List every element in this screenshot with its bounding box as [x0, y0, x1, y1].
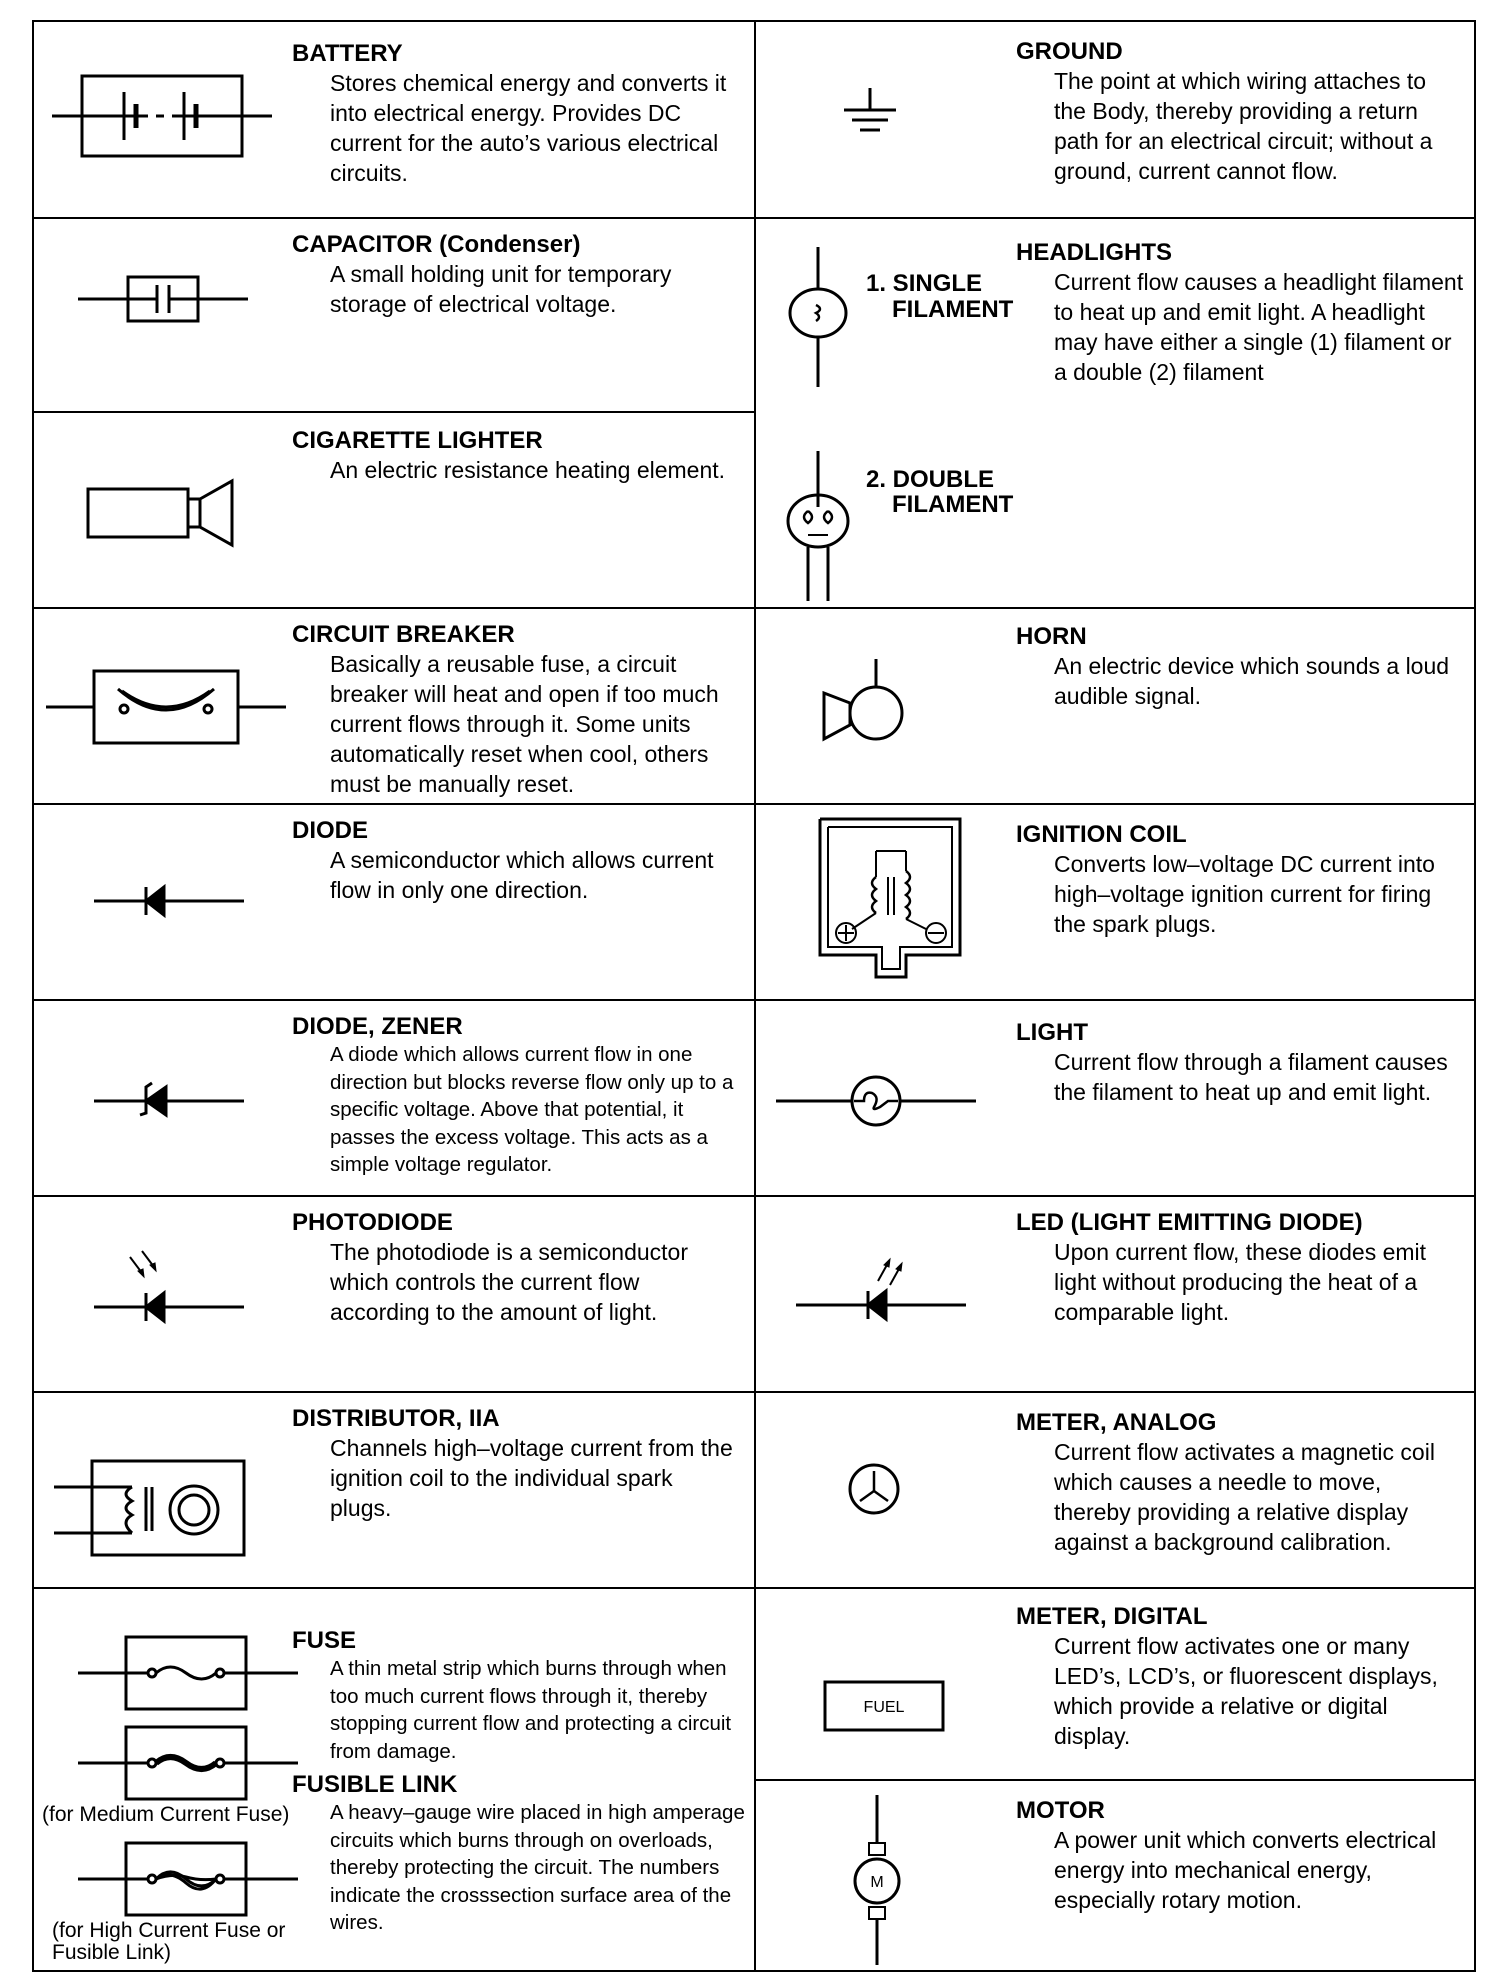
- capacitor-entry: [34, 219, 754, 411]
- diode-entry: [34, 805, 754, 999]
- motor-symbol-icon: [852, 1795, 902, 1965]
- entry-description: Converts low–voltage DC current into high–voltage ignition current for firing the spark plugs.: [1054, 851, 1435, 937]
- entry-title: CIRCUIT BREAKER: [292, 621, 515, 648]
- high-current-fuse-label-2: Fusible Link): [52, 1941, 172, 1964]
- horn-entry: [756, 609, 1476, 803]
- digital-meter-symbol-icon: [822, 1679, 946, 1733]
- double-filament-label: FILAMENT: [892, 491, 1014, 518]
- double-filament-headlight-icon: [778, 451, 858, 601]
- entry-description: Current flow activates one or many LED’s, LCD’s, or fluorescent displays, which provide a relative or digital display.: [1054, 1633, 1438, 1749]
- fusible-link-title: FUSIBLE LINK: [292, 1771, 458, 1798]
- entry-description: A semiconductor which allows current flow in only one direction.: [330, 847, 714, 903]
- motor-label: M: [870, 1874, 884, 1891]
- entry-title: CIGARETTE LIGHTER: [292, 427, 543, 454]
- entry-title: HORN: [1016, 623, 1087, 650]
- entry-description: A power unit which converts electrical energy into mechanical energy, especially rotary motion.: [1054, 1827, 1437, 1913]
- single-filament-label: 1. SINGLE: [866, 270, 983, 297]
- entry-description: Stores chemical energy and converts it into electrical energy. Provides DC current for the auto’s various electrical circuits.: [330, 70, 727, 186]
- entry-title: BATTERY: [292, 40, 403, 67]
- entry-description: Current flow causes a headlight filament to heat up and emit light. A headlight may have either a single (1) filament or a double (2) filament: [1054, 269, 1464, 385]
- fuse-title: FUSE: [292, 1627, 357, 1654]
- entry-title: IGNITION COIL: [1016, 821, 1187, 848]
- symbol-chart: [32, 20, 1476, 1972]
- entry-title: MOTOR: [1016, 1797, 1105, 1824]
- entry-description: Upon current flow, these diodes emit light without producing the heat of a comparable light.: [1054, 1239, 1427, 1325]
- fuse-symbol-icon: [78, 1633, 298, 1713]
- high-current-fuse-symbol-icon: [78, 1839, 298, 1919]
- photodiode-symbol-icon: [94, 1247, 244, 1327]
- entry-description: A diode which allows current flow in one direction but blocks reverse flow only up to a specific voltage. Above that potential, it passes the excess voltage. This acts as a simple voltage regulator.: [330, 1043, 734, 1176]
- entry-description: The point at which wiring attaches to the Body, thereby providing a return path for an electrical circuit; without a ground, current cannot flow.: [1054, 68, 1433, 184]
- led-symbol-icon: [796, 1241, 976, 1331]
- led-entry: [756, 1197, 1476, 1391]
- cigarette-lighter-entry: [34, 413, 754, 607]
- light-entry: [756, 1001, 1476, 1195]
- ignition-coil-symbol-icon: [816, 817, 966, 987]
- cigarette-lighter-symbol-icon: [84, 477, 244, 547]
- circuit-breaker-symbol-icon: [46, 659, 286, 749]
- headlights-entry: [756, 219, 1476, 607]
- entry-description: An electric resistance heating element.: [330, 457, 726, 483]
- entry-description: The photodiode is a semiconductor which controls the current flow according to the amount of light.: [330, 1239, 688, 1325]
- circuit-breaker-entry: [34, 609, 754, 803]
- diode-symbol-icon: [94, 881, 244, 921]
- fusible-link-description: A heavy–gauge wire placed in high amperage circuits which burns through on overloads, thereby protecting the circuit. The numbers indicate the crosssection surface area of the wires.: [330, 1801, 745, 1934]
- capacitor-symbol-icon: [78, 269, 248, 329]
- medium-fuse-symbol-icon: [78, 1723, 298, 1803]
- entry-title: METER, DIGITAL: [1016, 1603, 1208, 1630]
- distributor-entry: [34, 1393, 754, 1587]
- horn-symbol-icon: [816, 659, 916, 759]
- fuel-label: FUEL: [863, 1699, 905, 1716]
- entry-description: Current flow through a filament causes the filament to heat up and emit light.: [1054, 1049, 1448, 1105]
- fuse-description: A thin metal strip which burns through when too much current flows through it, thereby stopping current flow and protecting a circuit from damage.: [330, 1657, 732, 1763]
- entry-title: CAPACITOR (Condenser): [292, 231, 581, 258]
- single-filament-headlight-icon: [778, 247, 858, 387]
- entry-title: HEADLIGHTS: [1016, 239, 1172, 266]
- entry-description: Basically a reusable fuse, a circuit breaker will heat and open if too much current flows through it. Some units automatically reset when cool, others must be manually reset.: [330, 651, 719, 797]
- medium-fuse-label: (for Medium Current Fuse): [42, 1803, 290, 1826]
- zener-diode-entry: [34, 1001, 754, 1195]
- entry-description: Channels high–voltage current from the ignition coil to the individual spark plugs.: [330, 1435, 733, 1521]
- distributor-symbol-icon: [54, 1453, 254, 1563]
- analog-meter-entry: [756, 1393, 1476, 1587]
- battery-symbol-icon: [52, 64, 272, 164]
- ground-entry: [756, 22, 1476, 217]
- entry-title: LED (LIGHT EMITTING DIODE): [1016, 1209, 1363, 1236]
- entry-description: An electric device which sounds a loud audible signal.: [1054, 653, 1450, 709]
- entry-title: DIODE, ZENER: [292, 1013, 463, 1040]
- entry-title: LIGHT: [1016, 1019, 1088, 1046]
- entry-title: DISTRIBUTOR, IIA: [292, 1405, 500, 1432]
- photodiode-entry: [34, 1197, 754, 1391]
- entry-description: A small holding unit for temporary storage of electrical voltage.: [330, 261, 672, 317]
- battery-entry: [34, 22, 754, 217]
- zener-diode-symbol-icon: [94, 1073, 244, 1123]
- entry-title: PHOTODIODE: [292, 1209, 453, 1236]
- double-filament-label: 2. DOUBLE: [866, 466, 995, 493]
- high-current-fuse-label-1: (for High Current Fuse or: [52, 1919, 286, 1942]
- fuse-entry: [34, 1589, 754, 1970]
- entry-description: Current flow activates a magnetic coil which causes a needle to move, thereby providing a relative display against a background calibration.: [1054, 1439, 1435, 1555]
- motor-entry: [756, 1781, 1476, 1970]
- light-symbol-icon: [776, 1071, 976, 1131]
- entry-title: DIODE: [292, 817, 369, 844]
- ground-symbol-icon: [840, 86, 900, 146]
- digital-meter-entry: [756, 1589, 1476, 1779]
- entry-title: GROUND: [1016, 38, 1123, 65]
- ignition-coil-entry: [756, 805, 1476, 999]
- single-filament-label: FILAMENT: [892, 296, 1014, 323]
- analog-meter-symbol-icon: [844, 1459, 904, 1519]
- entry-title: METER, ANALOG: [1016, 1409, 1217, 1436]
